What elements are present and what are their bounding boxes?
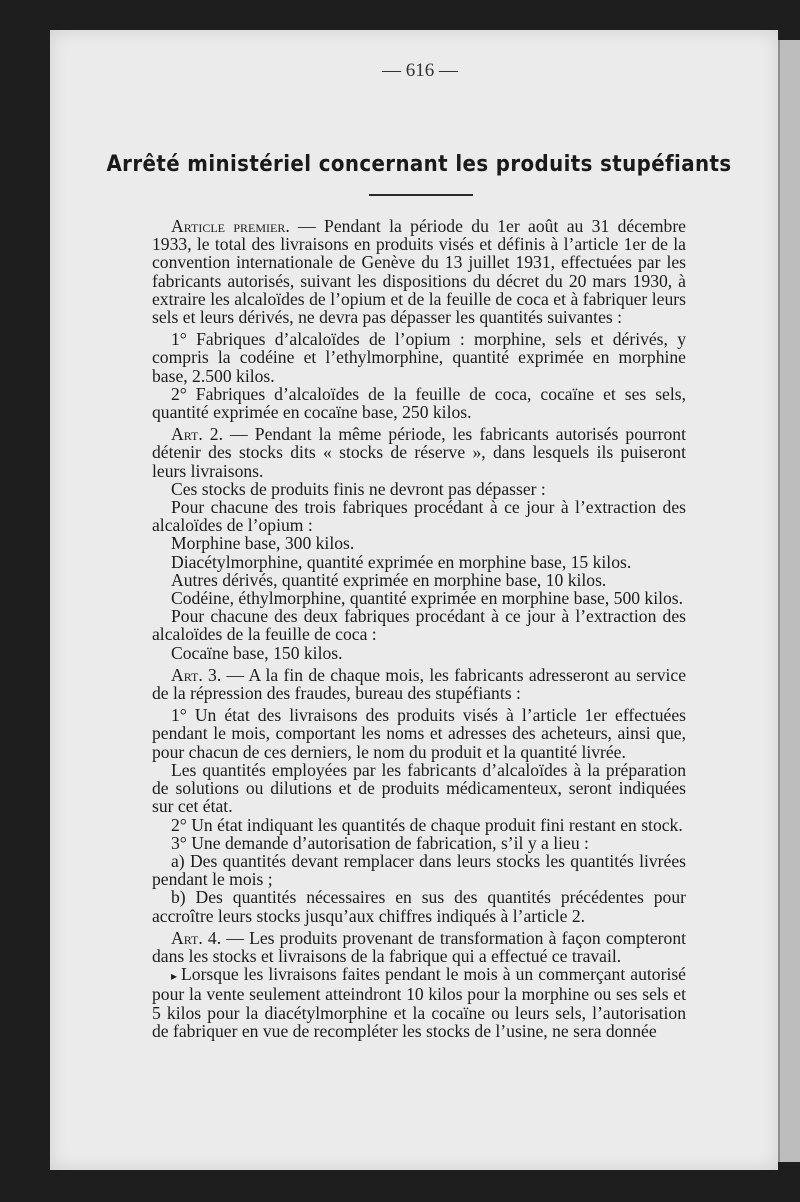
paragraph-quantity: Diacétylmorphine, quantité exprimée en morphine base, 15 kilos. xyxy=(171,551,632,572)
paragraph-article-1: Article premier. — Pendant la période du 1er août au 31 décembre 1933, le total des livraisons en produits visés et définis à l’article 1er de la convention internationale de Genève du 13 juillet 1931, effectuées par les fabricants autorisés, suivant les dispositions du décret du 20 mars 1930, à extraire les alcaloïdes de l’opium et de la feuille de coca et à fabriquer leurs sels et leurs dérivés, ne devra pas dépasser les quantités suivantes : xyxy=(152,216,686,328)
article-body xyxy=(152,213,686,1040)
paragraph: ▸ Lorsque les livraisons faites pendant le mois à un commerçant autorisé pour la vente seulement atteindront 10 kilos pour la morphine ou ses sels et 5 kilos pour la diacétylmorphine et la cocaïne ou leurs sels, l’autorisation de fabriquer en vue de recompléter les stocks de l’usine, ne sera donnée xyxy=(152,964,686,1041)
paragraph-quantity: Morphine base, 300 kilos. xyxy=(171,533,355,554)
pointer-mark-icon: ▸ xyxy=(171,969,178,984)
paragraph: Pour chacune des deux fabriques procédant à ce jour à l’extraction des alcaloïdes de la feuille de coca : xyxy=(152,606,686,645)
page-number: — 616 — xyxy=(382,60,458,81)
paragraph-item-1: 1° Un état des livraisons des produits visés à l’article 1er effectuées pendant le mois, comportant les noms et adresses des acheteurs, ainsi que, pour chacun de ces derniers, le nom du produit et la quantité livrée. xyxy=(152,705,686,762)
paragraph-item-b: b) Des quantités nécessaires en sus des quantités précédentes pour accroître leurs stocks jusqu’aux chiffres indiqués à l’article 2. xyxy=(152,887,686,926)
title-divider xyxy=(369,194,473,196)
paragraph-quantity: Codéine, éthylmorphine, quantité exprimée en morphine base, 500 kilos. xyxy=(171,588,684,609)
paragraph-article-2: Art. 2. — Pendant la même période, les fabricants autorisés pourront détenir des stocks dits « stocks de réserve », dans lesquels ils puiseront leurs livraisons. xyxy=(152,424,686,481)
page-title: Arrêté ministériel concernant les produits stupéfiants xyxy=(106,152,732,177)
paragraph: Ces stocks de produits finis ne devront pas dépasser : xyxy=(171,478,546,499)
paragraph-quantity: Autres dérivés, quantité exprimée en morphine base, 10 kilos. xyxy=(171,569,607,590)
paragraph: Pour chacune des trois fabriques procédant à ce jour à l’extraction des alcaloïdes de l’opium : xyxy=(152,497,686,536)
paragraph-item-1: 1° Fabriques d’alcaloïdes de l’opium : morphine, sels et dérivés, y compris la codéine et l’ethylmorphine, quantité exprimée en morphine base, 2.500 kilos. xyxy=(152,329,686,386)
paragraph-item-3: 3° Une demande d’autorisation de fabrication, s’il y a lieu : xyxy=(171,832,589,853)
paragraph: Les quantités employées par les fabricants d’alcaloïdes à la préparation de solutions ou dilutions et de produits médicamenteux, seront indiquées sur cet état. xyxy=(152,759,686,817)
paragraph-item-2: 2° Un état indiquant les quantités de chaque produit fini restant en stock. xyxy=(171,814,683,835)
paragraph-article-3: Art. 3. — A la fin de chaque mois, les fabricants adresseront au service de la répression des fraudes, bureau des stupéfiants : xyxy=(152,664,687,704)
page-edge xyxy=(778,40,800,1162)
paragraph-quantity: Cocaïne base, 150 kilos. xyxy=(171,642,343,663)
paragraph-article-4: Art. 4. — Les produits provenant de transformation à façon compteront dans les stocks et livraisons de la fabrique qui a effectué ce travail. xyxy=(152,927,687,966)
paragraph-item-2: 2° Fabriques d’alcaloïdes de la feuille de coca, cocaïne et ses sels, quantité exprimée en cocaïne base, 250 kilos. xyxy=(152,383,686,423)
paragraph-item-a: a) Des quantités devant remplacer dans leurs stocks les quantités livrées pendant le mois ; xyxy=(152,850,686,890)
